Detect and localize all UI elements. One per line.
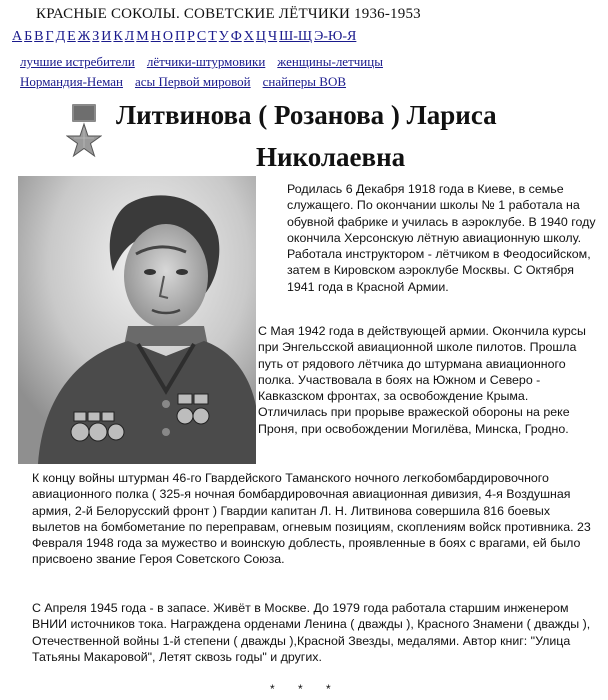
alpha-link-k[interactable]: К (113, 29, 123, 44)
alphabet-nav (12, 29, 358, 45)
alpha-link-h[interactable]: Х (243, 29, 254, 44)
alpha-link-g[interactable]: Г (45, 29, 54, 44)
alpha-link-v[interactable]: В (34, 29, 44, 44)
alpha-link-z[interactable]: З (92, 29, 100, 44)
portrait-photo (18, 176, 256, 464)
category-row-2 (20, 74, 358, 90)
category-link-ww2-snipers[interactable]: снайперы ВОВ (262, 74, 347, 89)
alpha-link-s[interactable]: С (196, 29, 207, 44)
alpha-link-r[interactable]: Р (187, 29, 195, 44)
bio-paragraph-hero-award: К концу войны штурман 46-го Гвардейского Таманского ночного легкобомбардировочного авиационного полка ( 325-я ночная бомбардировочная авиационная дивизия, 4-я Воздушная армия, 2-й Белорусский фронт ) Гвардии капитан Л. Н. Литвинова совершила 816 боевых вылетов на бомбометание по переправам, огневым позициям, скоплениям войск противника. 23 Февраля 1948 года за мужество и воинскую доблесть, проявленные в боях с врагами, ей было присвоено звание Героя Советского Союза. (32, 471, 591, 567)
category-link-women-pilots[interactable]: женщины-летчицы (277, 54, 383, 69)
category-link-ww1-aces[interactable]: асы Первой мировой (134, 74, 251, 89)
bio-paragraph-postwar: С Апреля 1945 года - в запасе. Живёт в Москве. До 1979 года работала старшим инженером ВНИИ источников тока. Награждена орденами Ленина ( дважды ), Красного Знамени ( дважды ), Отечественной войны 1-й степени ( дважды ),Красной Звезды, медалями. Автор книг: "Улица Татьяны Макаровой", Летят сквозь годы" и других. (32, 601, 591, 664)
alpha-link-e[interactable]: Е (67, 29, 76, 44)
site-title: КРАСНЫЕ СОКОЛЫ. СОВЕТСКИЕ ЛЁТЧИКИ 1936-1953 (36, 6, 421, 22)
alpha-link-zh[interactable]: Ж (77, 29, 91, 44)
category-row-1 (20, 54, 395, 70)
section-separator: * * * (270, 682, 341, 696)
alpha-link-d[interactable]: Д (55, 29, 66, 44)
person-name-line2: Николаевна (256, 142, 406, 172)
bio-paragraph-birth: Родилась 6 Декабря 1918 года в Киеве, в семье служащего. По окончании школы № 1 работала на обувной фабрике и училась в аэроклубе. В 1940 году окончила Херсонскую лётную авиационную школу. Работала инструктором - лётчиком в Феодосийском, затем в Кировском аэроклубе Москвы. С Октября 1941 года в Красной Армии. (287, 182, 596, 294)
alpha-link-ch[interactable]: Ч (268, 29, 278, 44)
alpha-link-i[interactable]: И (101, 29, 112, 44)
alpha-link-sh-sch[interactable]: Ш-Щ (279, 29, 313, 44)
alpha-link-m[interactable]: М (136, 29, 149, 44)
alpha-link-e-yu-ya[interactable]: Э-Ю-Я (314, 29, 357, 44)
bio-paragraph-service: С Мая 1942 года в действующей армии. Окончила курсы при Энгельсской авиационной школе пилотов. Прошла путь от рядового лётчика до штурмана авиационного полка. Участвовала в боях на Южном и Северо - Кавказском фронтах, за освобождение Крыма. Отличилась при прорыве вражеской обороны на реке Проня, при освобождении Могилёва, Минска, Гродно. (258, 324, 586, 436)
category-link-best-fighters[interactable]: лучшие истребители (20, 54, 135, 69)
alpha-link-ts[interactable]: Ц (255, 29, 267, 44)
alpha-link-f[interactable]: Ф (230, 29, 242, 44)
alpha-link-o[interactable]: О (162, 29, 173, 44)
alpha-link-t[interactable]: Т (208, 29, 217, 44)
alpha-link-l[interactable]: Л (124, 29, 135, 44)
category-link-attack-pilots[interactable]: лётчики-штурмовики (146, 54, 266, 69)
alpha-link-a[interactable]: А (12, 29, 23, 44)
category-link-normandie-niemen[interactable]: Нормандия-Неман (20, 74, 123, 89)
alpha-link-p[interactable]: П (174, 29, 186, 44)
hero-gold-star-icon (66, 104, 102, 166)
alpha-link-u[interactable]: У (218, 29, 229, 44)
alpha-link-b[interactable]: Б (24, 29, 33, 44)
person-name-line1: Литвинова ( Розанова ) Лариса (116, 100, 497, 130)
alpha-link-n[interactable]: Н (150, 29, 161, 44)
